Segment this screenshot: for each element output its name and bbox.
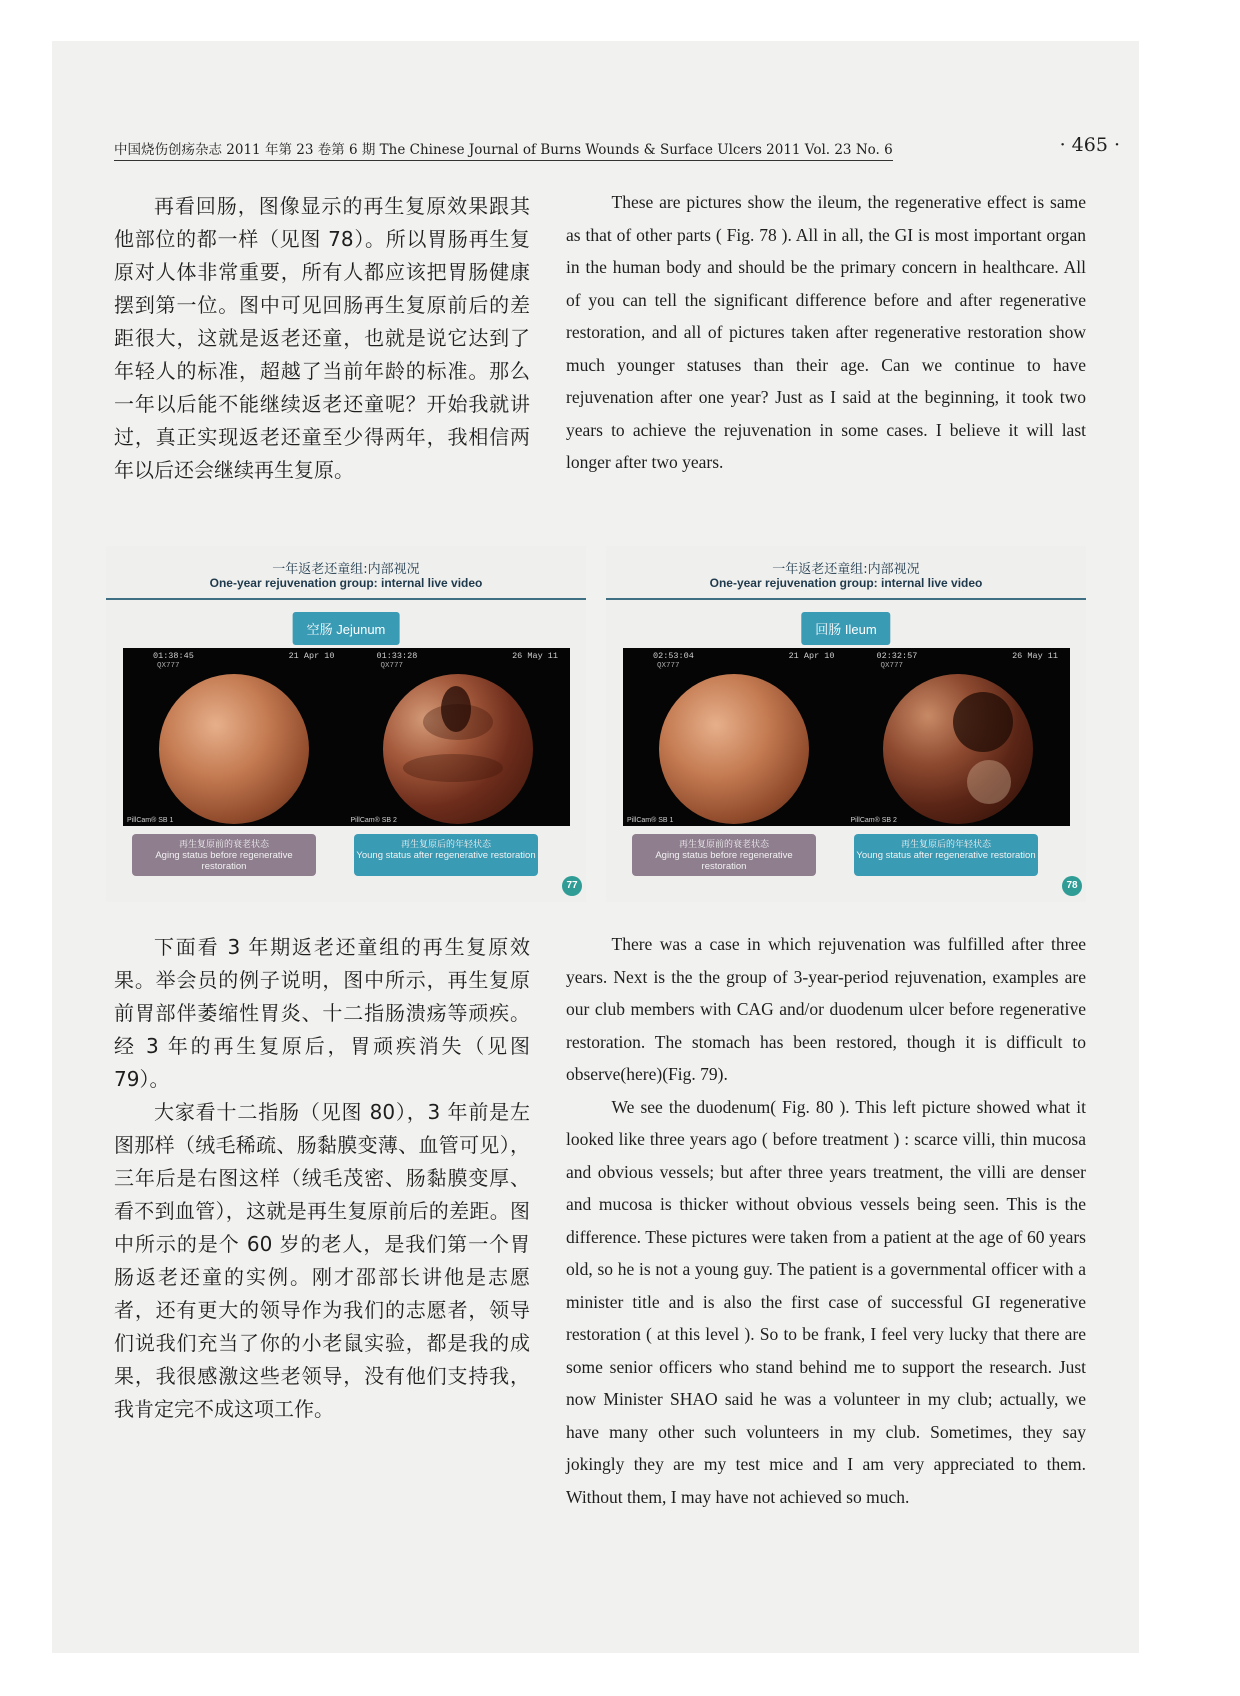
segment-badge: 回肠 Ileum <box>801 612 890 645</box>
figure-78 <box>606 546 1086 902</box>
figure-title-rule <box>606 598 1086 600</box>
frame-time: 02:53:04 <box>653 651 694 661</box>
frame-code: QX777 <box>657 662 680 670</box>
figure-title-rule <box>106 598 586 600</box>
chinese-column-bottom <box>114 931 530 1426</box>
chinese-paragraph: 大家看十二指肠（见图 80），3 年前是左图那样（绒毛稀疏、肠黏膜变薄、血管可见），三年后是右图这样（绒毛茂密、肠黏膜变厚、看不到血管），这就是再生复原前后的差距。图中所示的是个 60 岁的老人，是我们第一个胃肠返老还童的实例。刚才邵部长讲他是志愿者，还有更大的领导作为我们的志愿者，领导们说我们充当了你的小老鼠实验，都是我的成果，我很感激这些老领导，没有他们支持我，我肯定完不成这项工作。 <box>114 1100 530 1421</box>
figure-77 <box>106 546 586 902</box>
aging-label-cn: 再生复原前的衰老状态 <box>678 840 769 850</box>
frame-date: 26 May 11 <box>512 651 558 661</box>
capsule-label: PillCam® SB 1 <box>627 817 674 824</box>
capsule-image-young <box>883 674 1033 824</box>
young-label-cn: 再生复原后的年轻状态 <box>900 840 991 850</box>
segment-badge: 空肠 Jejunum <box>293 612 400 645</box>
frame-code: QX777 <box>880 662 904 670</box>
figure-title-en: One-year rejuvenation group: internal live video <box>209 576 483 590</box>
english-column-bottom <box>566 928 1086 1513</box>
aging-status-label <box>132 834 316 876</box>
english-column-top <box>566 186 1086 479</box>
endoscopy-frame-after <box>847 648 1071 826</box>
english-paragraph: These are pictures show the ileum, the regenerative effect is same as that of other parts ( Fig. 78 ). All in all, the GI is most important organ in the human body and should be the primary concern in healthcare. All of you can tell the significant difference before and after regenerative restoration, and all of pictures taken after regenerative restoration show much younger statuses than their age. Can we continue to have rejuvenation after one year? Just as I said at the beginning, it took two years to achieve the rejuvenation in some cases. I believe it will last longer after two years. <box>566 192 1086 472</box>
figure-title-en: One-year rejuvenation group: internal live video <box>709 576 983 590</box>
capsule-label: PillCam® SB 2 <box>350 817 397 824</box>
endoscopy-frame-before <box>623 648 847 826</box>
frame-code: QX777 <box>157 662 180 670</box>
aging-label-cn: 再生复原前的衰老状态 <box>178 840 269 850</box>
frame-date: 21 Apr 10 <box>788 651 835 661</box>
aging-label-en: Aging status before regenerative restoration <box>155 850 293 872</box>
chinese-paragraph: 下面看 3 年期返老还童组的再生复原效果。举会员的例子说明，图中所示，再生复原前胃部伴萎缩性胃炎、十二指肠溃疡等顽疾。经 3 年的再生复原后，胃顽疾消失（见图 79）。 <box>114 935 530 1091</box>
english-paragraph: There was a case in which rejuvenation was fulfilled after three years. Next is the the group of 3-year-period rejuvenation, examples are our club members with CAG and/or duodenum ulcer before regenerative restoration. The stomach has been restored, though it is difficult to observe(here)(Fig. 79). <box>566 934 1086 1084</box>
frame-time: 02:32:57 <box>876 651 918 661</box>
capsule-label: PillCam® SB 2 <box>850 817 897 824</box>
chinese-column-top <box>114 190 530 487</box>
aging-label-en: Aging status before regenerative restoration <box>655 850 793 872</box>
capsule-image-aging <box>659 674 809 824</box>
page-number: · 465 · <box>1059 134 1120 156</box>
running-title: 中国烧伤创疡杂志 2011 年第 23 卷第 6 期 The Chinese Journal of Burns Wounds & Surface Ulcers 2011 Vol. 23 No. 6 <box>114 138 893 161</box>
young-status-label <box>354 834 538 876</box>
frame-date: 26 May 11 <box>1012 651 1058 661</box>
aging-status-label <box>632 834 816 876</box>
young-label-en: Young status after regenerative restoration <box>356 850 536 861</box>
capsule-label: PillCam® SB 1 <box>127 817 174 824</box>
running-header <box>114 134 1120 160</box>
figure-number-badge: 78 <box>1062 876 1082 896</box>
young-status-label <box>854 834 1038 876</box>
figure-number-badge: 77 <box>562 876 582 896</box>
frame-code: QX777 <box>380 662 404 670</box>
capsule-image-aging <box>159 674 309 824</box>
english-paragraph: We see the duodenum( Fig. 80 ). This left picture showed what it looked like three years ago ( before treatment ) : scarce villi, thin mucosa and obvious vessels; but after three years treatment, the villi are denser and mucosa is thicker without obvious vessels being seen. This is the difference. These pictures were taken from a patient at the age of 60 years old, so he is not a young guy. The patient is a governmental officer with a minister title and is also the first case of successful GI regenerative restoration ( at this level ). So to be frank, I feel very lucky that there are some senior officers who stand behind me to support the research. Just now Minister SHAO said he was a volunteer in my club; actually, we have many other such volunteers in my club. Sometimes, they say jokingly they are my test mice and I am very appreciated to them. Without them, I may have not achieved so much. <box>566 1096 1086 1507</box>
young-label-cn: 再生复原后的年轻状态 <box>400 840 491 850</box>
endoscopy-frame-after <box>347 648 571 826</box>
endoscopy-panel <box>623 648 1070 826</box>
frame-time: 01:38:45 <box>153 651 194 661</box>
endoscopy-frame-before <box>123 648 347 826</box>
capsule-image-young <box>383 674 533 824</box>
figure-title-cn: 一年返老还童组:内部视况 <box>772 562 920 577</box>
figure-title-cn: 一年返老还童组:内部视况 <box>272 562 420 577</box>
frame-date: 21 Apr 10 <box>288 651 335 661</box>
frame-time: 01:33:28 <box>376 651 418 661</box>
chinese-paragraph: 再看回肠，图像显示的再生复原效果跟其他部位的都一样（见图 78）。所以胃肠再生复原对人体非常重要，所有人都应该把胃肠健康摆到第一位。图中可见回肠再生复原前后的差距很大，这就是返老还童，也就是说它达到了年轻人的标准，超越了当前年龄的标准。那么一年以后能不能继续返老还童呢？开始我就讲过，真正实现返老还童至少得两年，我相信两年以后还会继续再生复原。 <box>114 194 530 482</box>
young-label-en: Young status after regenerative restoration <box>856 850 1036 861</box>
endoscopy-panel <box>123 648 570 826</box>
